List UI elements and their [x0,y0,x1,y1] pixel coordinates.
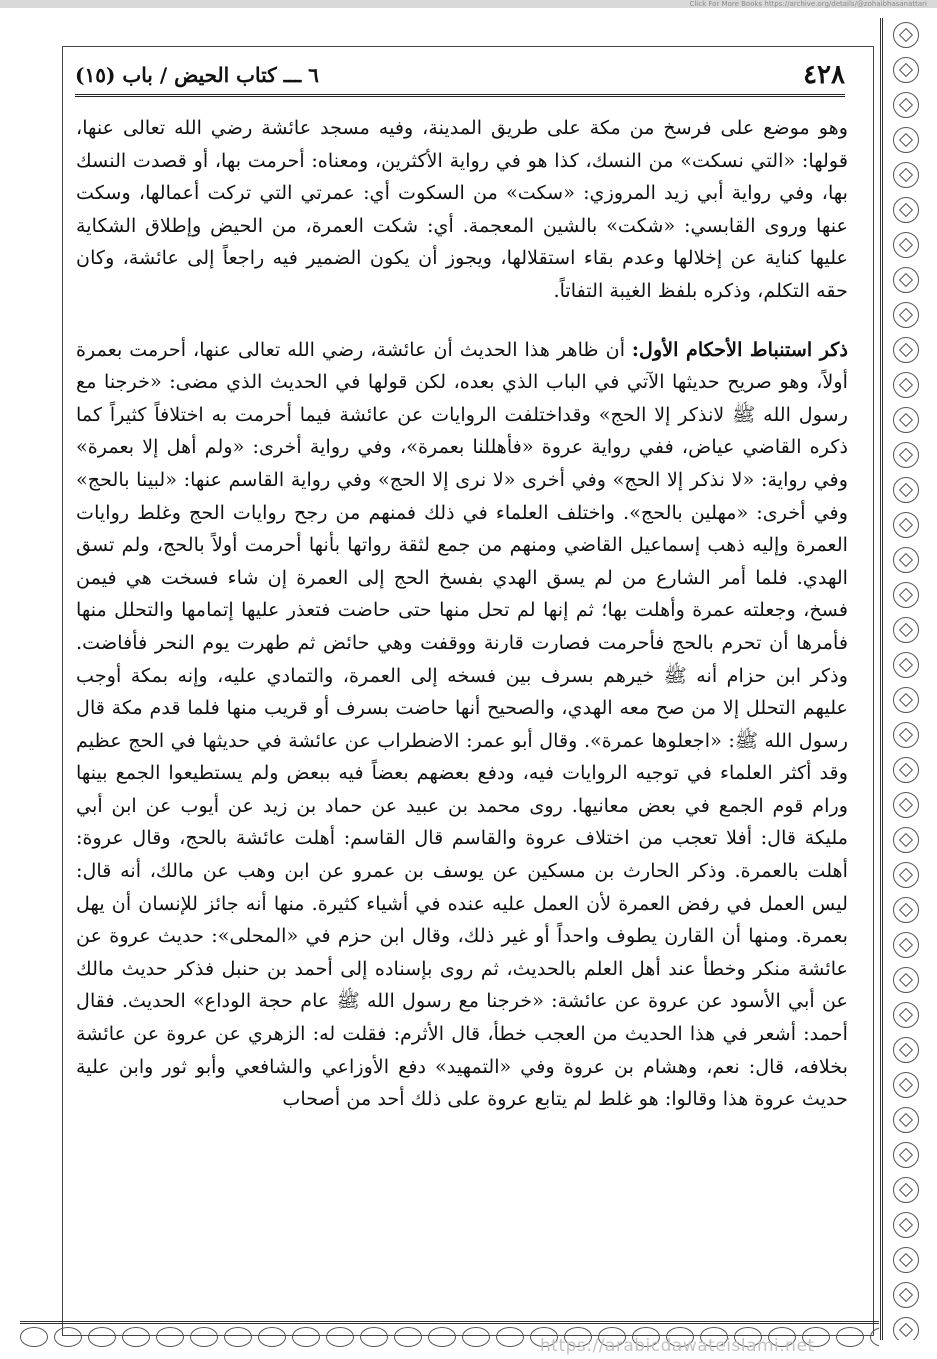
ornament-icon [893,1212,919,1238]
ornament-icon [893,1282,919,1308]
ornament-icon [893,477,919,503]
ornament-icon [893,512,919,538]
scan-top-band [0,0,937,8]
ornament-icon [190,1327,218,1347]
ornament-icon [893,302,919,328]
ornament-icon [893,1072,919,1098]
ornament-icon [893,757,919,783]
ornament-icon [54,1327,82,1347]
ornament-icon [893,862,919,888]
ornament-icon [20,1327,48,1347]
ornament-icon [870,1327,879,1347]
ornament-icon [893,722,919,748]
ornament-icon [893,1037,919,1063]
paragraph-2 [76,334,848,1116]
ornament-icon [893,197,919,223]
paragraph-2-text: أن ظاهر هذا الحديث أن عائشة، رضي الله تعالى عنها، أحرمت بعمرة أولاً، وهو صريح حديثها الآتي في الباب الذي بعده، لكن قولها في الحديث الذي مضى: «خرجنا مع رسول الله ﷺ لانذكر إلا الحج» وقداختلفت الروايات عن عائشة فيما أحرمت به اختلافاً كثيراً كما ذكره القاضي عياض، ففي رواية عروة «فأهللنا بعمرة»، وفي رواية أخرى: «ولم أهل إلا بعمرة» وفي رواية: «لا نذكر إلا الحج» وفي أخرى «لا نرى إلا الحج» وفي رواية القاسم عنها: «لبينا بالحج» وفي أخرى: «مهلين بالحج». واختلف العلماء في ذلك فمنهم من رجح روايات الحج وغلط روايات العمرة وإليه ذهب إسماعيل القاضي ومنهم من جمع لثقة رواتها بأنها أحرمت أولاً بالحج، ولم تسق الهدي. فلما أمر الشارع من لم يسق الهدي بفسخ الحج إلى العمرة إن شاء فسخت هي فيمن فسخ، وجعلته عمرة وأهلت بها؛ ثم إنها لم تحل منها حتى حاضت فتعذر عليها إتمامها والتحلل منها فأمرها أن تحرم بالحج فأحرمت فصارت قارنة ووقفت وهي حائض ثم طهرت يوم النحر فأفاضت. وذكر ابن حزام أنه ﷺ خيرهم بسرف بين فسخه إلى العمرة، والتمادي عليه، وإنه بمكة أوجب عليهم التحلل إلا من صح معه الهدي، والصحيح أنها حاضت بسرف أو قريب منها فلما قدم مكة قال رسول الله ﷺ: «اجعلوها عمرة». وقال أبو عمر: الاضطراب عن عائشة في حديثها في الحج عظيم وقد أكثر العلماء في توجيه الروايات فيه، ودفع بعضهم بعضاً فيه ببعض ولم يستطيعوا الجمع بينها ورام قوم الجمع في بعض معانيها. روى محمد بن عبيد عن حماد بن زيد عن أيوب عن ابن أبي مليكة قال: أفلا تعجب من اختلاف عروة والقاسم قال القاسم: أهلت عائشة بالحج، وقال عروة: أهلت بالعمرة. وذكر الحارث بن مسكين عن يوسف بن عمرو عن ابن وهب عن مالك، أنه قال: ليس العمل في رفض العمرة لأن العمل عليه عنده في أشياء كثيرة. منها أنه جائز للإنسان أن يهل بعمرة. ومنها أن القارن يطوف واحداً أو غير ذلك، وقال ابن حزم في «المحلى»: حديث عروة عن عائشة منكر وخطأ عند أهل العلم بالحديث، ثم روى بإسناده إلى أحمد بن حنبل فذكر حديث مالك عن أبي الأسود عن عروة عن عائشة: «خرجنا مع رسول الله ﷺ عام حجة الوداع» الحديث. فقال أحمد: أشعر في هذا الحديث من العجب خطأ، قال الأثرم: فقلت له: الزهري عن عروة عن عائشة بخلافه، قال: نعم، وهشام بن عروة وفي «التمهيد» دفع الأوزاعي والشافعي وأبو ثور وابن علية حديث عروة هذا وقالوا: هو غلط لم يتابع عروة على ذلك أحد من أصحاب [76,337,848,1111]
ornament-icon [292,1327,320,1347]
ornament-icon [360,1327,388,1347]
site-watermark: https://arabicdawateislami.net [540,1336,815,1356]
ornament-icon [326,1327,354,1347]
ornament-icon [394,1327,422,1347]
ornament-icon [88,1327,116,1347]
ornament-icon [496,1327,524,1347]
ornament-icon [462,1327,490,1347]
ornament-icon [893,897,919,923]
ornament-icon [893,1142,919,1168]
ornament-icon [428,1327,456,1347]
ornament-icon [893,1107,919,1133]
ornament-icon [893,1317,919,1340]
ornament-icon [893,967,919,993]
ornament-icon [893,1002,919,1028]
section-heading: ذكر استنباط الأحكام الأول: [631,337,848,361]
scan-top-band-text: Click For More Books https://archive.org/details/@zohaibhasanattari [689,0,927,8]
ornament-icon [893,582,919,608]
ornament-icon [893,92,919,118]
ornament-icon [893,1177,919,1203]
running-title: ٦ ـــ كتاب الحيض / باب (١٥) [75,63,319,87]
ornament-icon [893,267,919,293]
ornament-icon [893,932,919,958]
ornament-icon [893,127,919,153]
ornament-icon [893,617,919,643]
ornament-icon [893,687,919,713]
page-header [75,56,845,97]
ornament-icon [893,1247,919,1273]
ornament-icon [893,407,919,433]
ornament-icon [156,1327,184,1347]
ornament-icon [893,442,919,468]
ornament-icon [893,337,919,363]
ornament-icon [893,162,919,188]
right-ornamental-border [880,18,929,1340]
page-body [76,112,848,1116]
ornament-icon [893,372,919,398]
ornament-icon [122,1327,150,1347]
ornament-icon [258,1327,286,1347]
ornament-icon [893,22,919,48]
page-number: ٤٢٨ [803,60,845,90]
ornament-icon [893,232,919,258]
ornament-icon [893,652,919,678]
ornament-icon [836,1327,864,1347]
ornament-icon [893,792,919,818]
ornament-icon [893,57,919,83]
ornament-icon [224,1327,252,1347]
ornament-icon [893,827,919,853]
paragraph-1: وهو موضع على فرسخ من مكة على طريق المدينة، وفيه مسجد عائشة رضي الله تعالى عنها، قولها: «التي نسكت» من النسك، كذا هو في رواية الأكثرين، ومعناه: أحرمت بها، أو قصدت النسك بها، وفي رواية أبي زيد المروزي: «سكت» من السكوت أي: عمرتي التي تركت أعمالها، وسكت عنها وروى القابسي: «شكت» بالشين المعجمة. أي: شكت العمرة، من الحيض وإطلاق الشكاية عليها كناية عن إخلالها وعدم بقاء استقلالها، ويجوز أن يكون الضمير فيه راجعاً إلى عائشة، وكان حقه التكلم، وذكره بلفظ الغيبة التفاتاً. [76,116,848,302]
ornament-icon [893,547,919,573]
